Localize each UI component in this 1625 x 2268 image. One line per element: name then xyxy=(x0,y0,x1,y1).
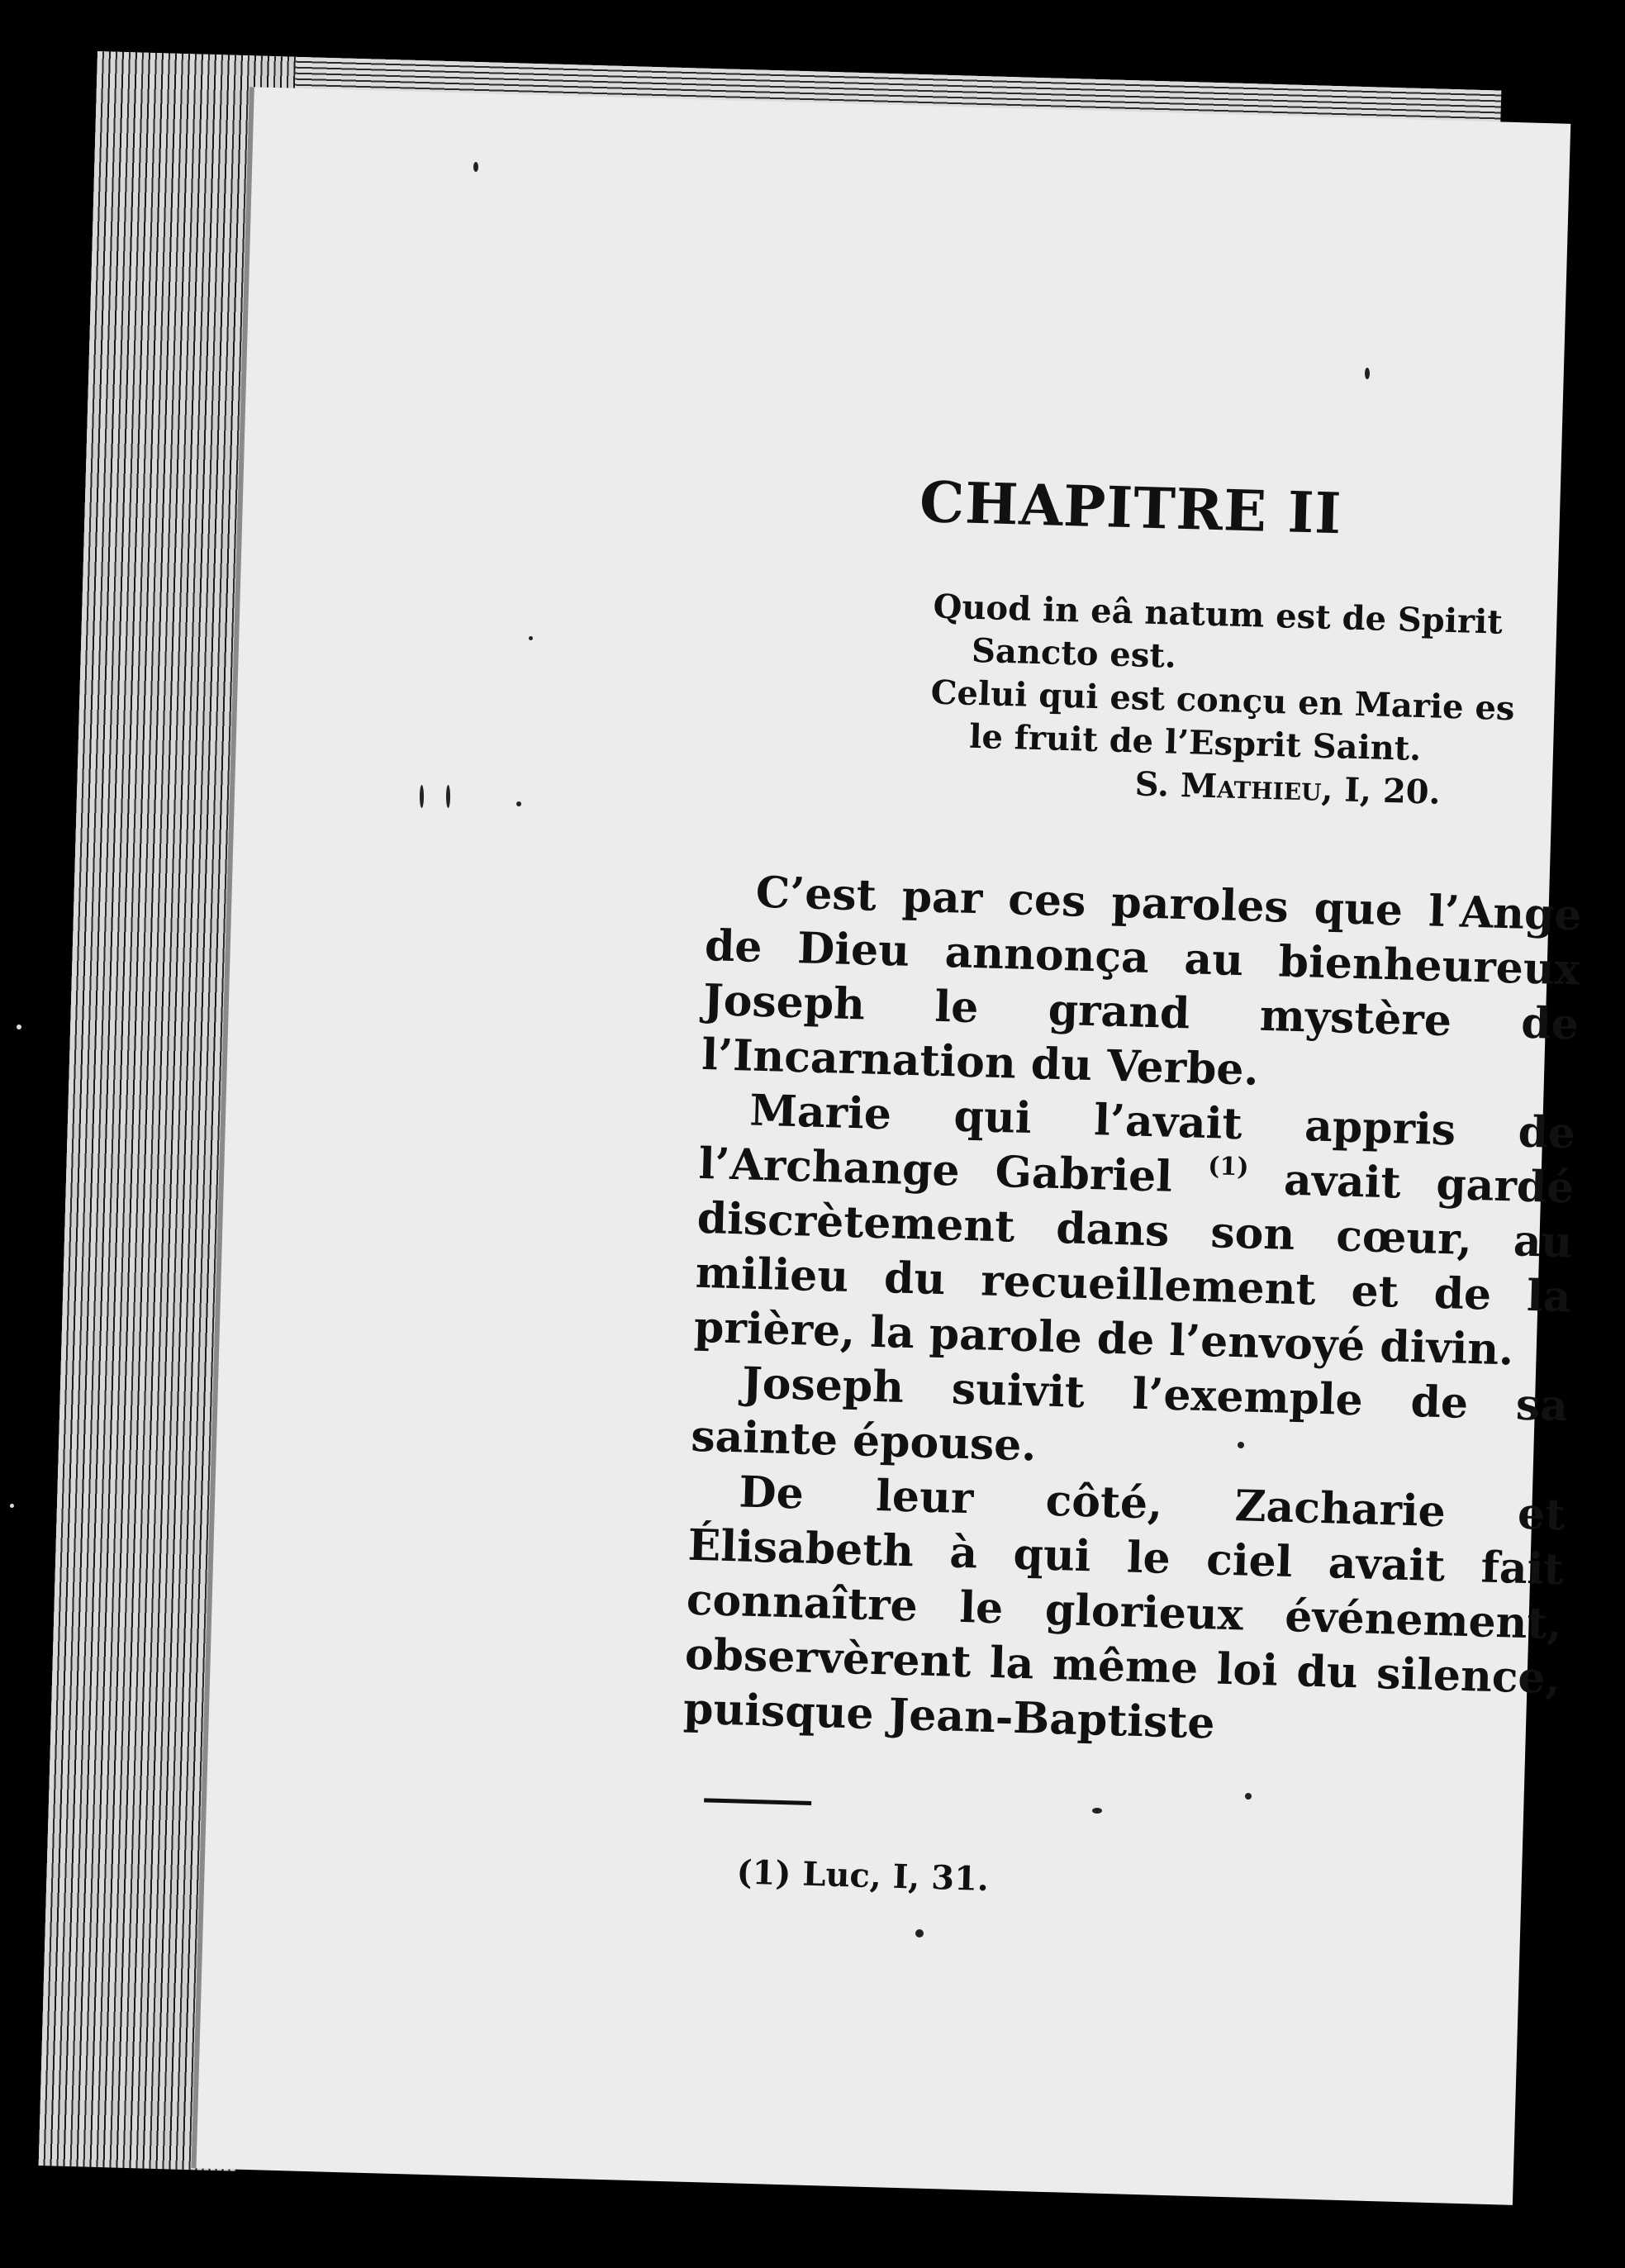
epigraph-source-ref: , I, 20. xyxy=(1320,769,1442,812)
epigraph-french-line-1: Celui qui est conçu en Marie es xyxy=(930,673,1516,729)
scan-speck xyxy=(1245,1793,1252,1800)
scan-speck xyxy=(1238,1442,1244,1448)
paragraph-2-start: Marie qui l’avait appris de l’Archange Gabriel xyxy=(697,1085,1576,1202)
epigraph-source-prefix: S. xyxy=(1134,764,1181,805)
chapter-title: CHAPITRE II xyxy=(919,469,1343,548)
scan-speck xyxy=(473,162,478,172)
paragraph-2 xyxy=(693,1082,1576,1379)
scan-speck xyxy=(420,785,424,808)
scan-speck xyxy=(529,636,533,640)
epigraph-latin-line-1: Quod in eâ natum est de Spirit xyxy=(932,587,1504,642)
footnote-separator xyxy=(704,1798,811,1805)
scan-speck xyxy=(516,801,521,806)
page-text-block xyxy=(192,87,1583,2205)
scan-speck xyxy=(10,1504,14,1508)
paragraph-4: De leur côté, Zacharie et Élisabeth à qui le ciel avait fait connaître le glorieux événement, observèrent la même loi du silence, puisque Jean-Baptiste xyxy=(682,1467,1566,1749)
scan-speck xyxy=(446,785,450,808)
epigraph xyxy=(928,586,1611,820)
epigraph-french-line-2: le fruit de l’Esprit Saint. xyxy=(968,716,1422,769)
paragraph-1: C’est par ces paroles que l’Ange de Dieu annonça au bienheureux Joseph le grand mystère de l’Incarnation du Verbe. xyxy=(701,867,1583,1096)
scan-speck xyxy=(1092,1808,1102,1814)
body-text xyxy=(682,864,1582,1761)
book-page xyxy=(192,87,1583,2205)
epigraph-source-name: Mathieu xyxy=(1180,765,1323,809)
footnote-reference: (1) xyxy=(1207,1152,1250,1182)
scan-speck xyxy=(17,1025,21,1029)
scan-speck xyxy=(1365,368,1370,379)
book xyxy=(37,51,1583,2254)
footnote: (1) Luc, I, 31. xyxy=(736,1852,990,1899)
paragraph-3: Joseph suivit l’exemple de sa sainte épouse. xyxy=(690,1357,1569,1472)
paragraph-2-end: avait gardé discrètement dans son cœur, au milieu du recueillement et de la prière, la parole de l’envoyé divin. xyxy=(693,1153,1575,1376)
scan-speck xyxy=(915,1929,924,1938)
epigraph-latin-line-2: Sancto est. xyxy=(971,630,1177,676)
